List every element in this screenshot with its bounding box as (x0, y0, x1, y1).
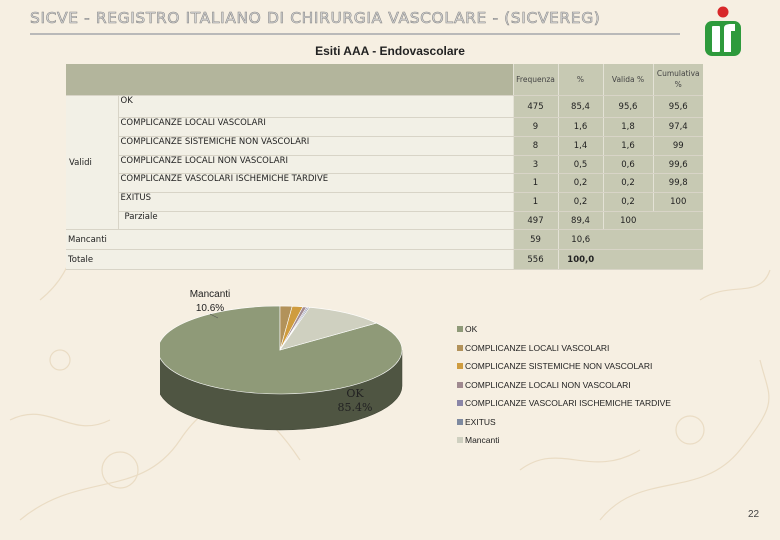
col-header-frequenza: Frequenza (513, 64, 558, 95)
cell-valida: 1,8 (603, 118, 653, 137)
cell-valida: 1,6 (603, 137, 653, 156)
row-label: OK (118, 95, 513, 118)
table-row (66, 174, 703, 193)
legend-item-ok (457, 320, 697, 339)
row-label: COMPLICANZE VASCOLARI ISCHEMICHE TARDIVE (118, 174, 513, 193)
table-row (66, 95, 703, 118)
legend-item-complicanze-sistemiche-non-vascolari (457, 357, 697, 376)
table-header-row (66, 64, 703, 95)
cell-cumulativa: 100 (653, 193, 703, 212)
cell-frequenza: 556 (513, 250, 558, 270)
cell-empty (603, 250, 653, 270)
legend-item-complicanze-locali-vascolari (457, 339, 697, 358)
cell-frequenza: 3 (513, 155, 558, 174)
cell-cumulativa: 99,8 (653, 174, 703, 193)
frequency-table (66, 64, 703, 270)
legend-swatch (457, 400, 463, 406)
legend-swatch (457, 437, 463, 443)
legend-swatch (457, 382, 463, 388)
row-label: COMPLICANZE LOCALI VASCOLARI (118, 118, 513, 137)
header-divider (30, 33, 680, 35)
table-row (66, 137, 703, 156)
cell-valida: 0,6 (603, 155, 653, 174)
legend-label: COMPLICANZE LOCALI VASCOLARI (465, 342, 610, 353)
cell-valida: 100 (603, 211, 653, 230)
legend-label: EXITUS (465, 416, 496, 427)
cell-empty (653, 230, 703, 250)
page-number: 22 (748, 509, 760, 520)
row-label-parziale: Parziale (118, 211, 513, 230)
cell-frequenza: 497 (513, 211, 558, 230)
legend-item-mancanti (457, 431, 697, 450)
cell-cumulativa: 99,6 (653, 155, 703, 174)
legend-swatch (457, 326, 463, 332)
legend-label: COMPLICANZE LOCALI NON VASCOLARI (465, 379, 631, 390)
cell-valida: 0,2 (603, 174, 653, 193)
cell-percent: 1,4 (558, 137, 603, 156)
pie-data-label-ok: OK 85.4% (337, 387, 373, 414)
cell-empty (653, 250, 703, 270)
table-row (66, 193, 703, 212)
legend-label: COMPLICANZE VASCOLARI ISCHEMICHE TARDIVE (465, 398, 671, 409)
legend-swatch (457, 419, 463, 425)
row-label-mancanti: Mancanti (66, 230, 513, 250)
cell-valida: 95,6 (603, 95, 653, 118)
col-header-valida: Valida % (603, 64, 653, 95)
cell-frequenza: 8 (513, 137, 558, 156)
cell-percent: 0,5 (558, 155, 603, 174)
cell-empty (653, 211, 703, 230)
cell-percent: 0,2 (558, 193, 603, 212)
legend-label: COMPLICANZE SISTEMICHE NON VASCOLARI (465, 361, 653, 372)
legend-item-exitus (457, 413, 697, 432)
pie-data-label-mancanti: Mancanti 10.6% (189, 289, 231, 314)
cell-percent: 85,4 (558, 95, 603, 118)
legend-item-complicanze-vascolari-ischemiche-tardive (457, 394, 697, 413)
chart-legend (457, 320, 697, 450)
cell-cumulativa: 95,6 (653, 95, 703, 118)
table-row-mancanti (66, 230, 703, 250)
cell-frequenza: 59 (513, 230, 558, 250)
cell-frequenza: 9 (513, 118, 558, 137)
table-row (66, 155, 703, 174)
row-label: COMPLICANZE LOCALI NON VASCOLARI (118, 155, 513, 174)
table-row-totale (66, 250, 703, 270)
pie-chart (160, 280, 460, 460)
cell-percent: 0,2 (558, 174, 603, 193)
cell-valida: 0,2 (603, 193, 653, 212)
row-label: COMPLICANZE SISTEMICHE NON VASCOLARI (118, 137, 513, 156)
cell-percent: 10,6 (558, 230, 603, 250)
cell-frequenza: 1 (513, 193, 558, 212)
cell-percent: 100,0 (558, 250, 603, 270)
header-title: SICVE - REGISTRO ITALIANO DI CHIRURGIA VASCOLARE - (SICVEREG) (30, 9, 601, 27)
header-blank-cell (66, 64, 513, 95)
legend-label: Mancanti (465, 435, 500, 446)
slide-subtitle: Esiti AAA - Endovascolare (315, 44, 465, 58)
cell-empty (603, 230, 653, 250)
col-header-percent: % (558, 64, 603, 95)
legend-item-complicanze-locali-non-vascolari (457, 376, 697, 395)
cell-cumulativa: 99 (653, 137, 703, 156)
table-row (66, 118, 703, 137)
cell-percent: 89,4 (558, 211, 603, 230)
cell-cumulativa: 97,4 (653, 118, 703, 137)
cell-frequenza: 475 (513, 95, 558, 118)
cell-percent: 1,6 (558, 118, 603, 137)
legend-swatch (457, 363, 463, 369)
legend-swatch (457, 345, 463, 351)
legend-label: OK (465, 324, 478, 335)
col-header-cumulativa: Cumulativa % (653, 64, 703, 95)
cell-frequenza: 1 (513, 174, 558, 193)
group-label-validi: Validi (66, 95, 118, 230)
table-row (66, 211, 703, 230)
row-label: EXITUS (118, 193, 513, 212)
row-label-totale: Totale (66, 250, 513, 270)
